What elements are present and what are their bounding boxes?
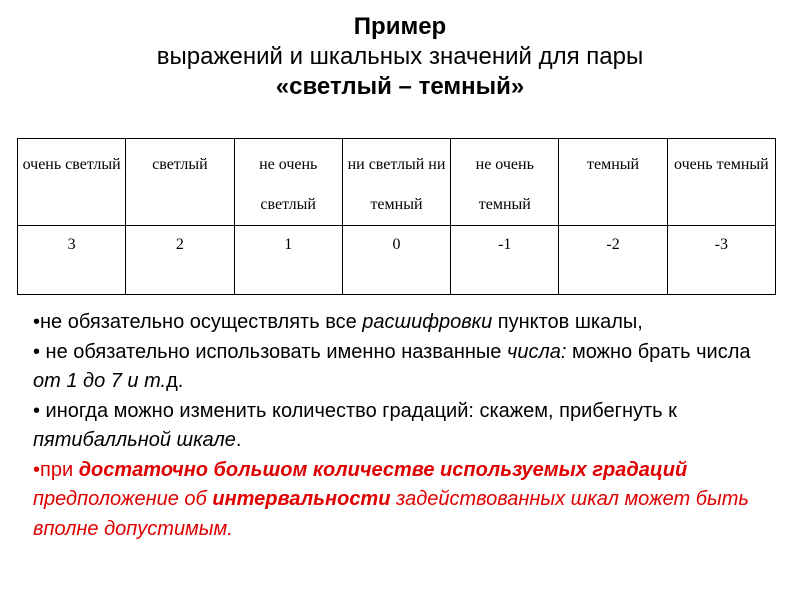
bullet-text: д. — [166, 370, 184, 392]
bullet-item — [33, 397, 783, 456]
value-cell: -1 — [451, 226, 559, 295]
bullet-text: • не обязательно использовать именно названные — [33, 340, 507, 363]
bullet-emphasis: числа: — [506, 340, 567, 363]
header-cell: очень светлый — [18, 139, 126, 226]
bullet-item-highlight — [33, 456, 783, 545]
table-header-row — [18, 139, 776, 226]
value-cell: -2 — [559, 226, 667, 295]
value-cell: -3 — [667, 226, 775, 295]
bullet-text: •при — [33, 458, 79, 481]
bullet-strong-emphasis: достаточно большом количестве используемых градаций — [78, 458, 688, 481]
bullet-text: . — [235, 429, 242, 451]
slide-title — [0, 12, 800, 102]
bullet-item — [33, 338, 783, 397]
header-cell: темный — [559, 139, 667, 226]
value-cell: 1 — [234, 226, 342, 295]
title-line-1: Пример — [353, 13, 447, 40]
bullet-item — [33, 308, 783, 338]
bullet-text: пунктов шкалы, — [492, 311, 643, 333]
value-cell: 3 — [18, 226, 126, 295]
bullet-emphasis: пятибалльной шкале — [33, 429, 236, 451]
header-cell: светлый — [126, 139, 234, 226]
bullet-emphasis: от 1 до 7 и т. — [33, 370, 167, 392]
bullet-text: •не обязательно осуществлять все — [33, 311, 363, 333]
value-cell: 0 — [342, 226, 450, 295]
bullet-list — [33, 308, 783, 544]
bullet-text: можно брать числа — [566, 340, 751, 363]
bullet-text: • иногда можно изменить количество градаций: скажем, прибегнуть к — [33, 399, 677, 422]
title-line-2: выражений и шкальных значений для пары — [156, 43, 644, 70]
table-value-row — [18, 226, 776, 295]
header-cell: не очень темный — [451, 139, 559, 226]
header-cell: не очень светлый — [234, 139, 342, 226]
header-cell: очень темный — [667, 139, 775, 226]
bullet-emphasis: расшифровки — [362, 311, 493, 333]
value-cell: 2 — [126, 226, 234, 295]
title-line-3: «светлый – темный» — [275, 73, 525, 100]
bullet-emphasis: задействованных шкал может быть вполне допустимым. — [33, 488, 749, 540]
bullet-emphasis: предположение об — [33, 488, 213, 510]
scale-table — [17, 138, 776, 295]
bullet-strong-emphasis: интервальности — [212, 488, 391, 510]
header-cell: ни светлый ни темный — [342, 139, 450, 226]
